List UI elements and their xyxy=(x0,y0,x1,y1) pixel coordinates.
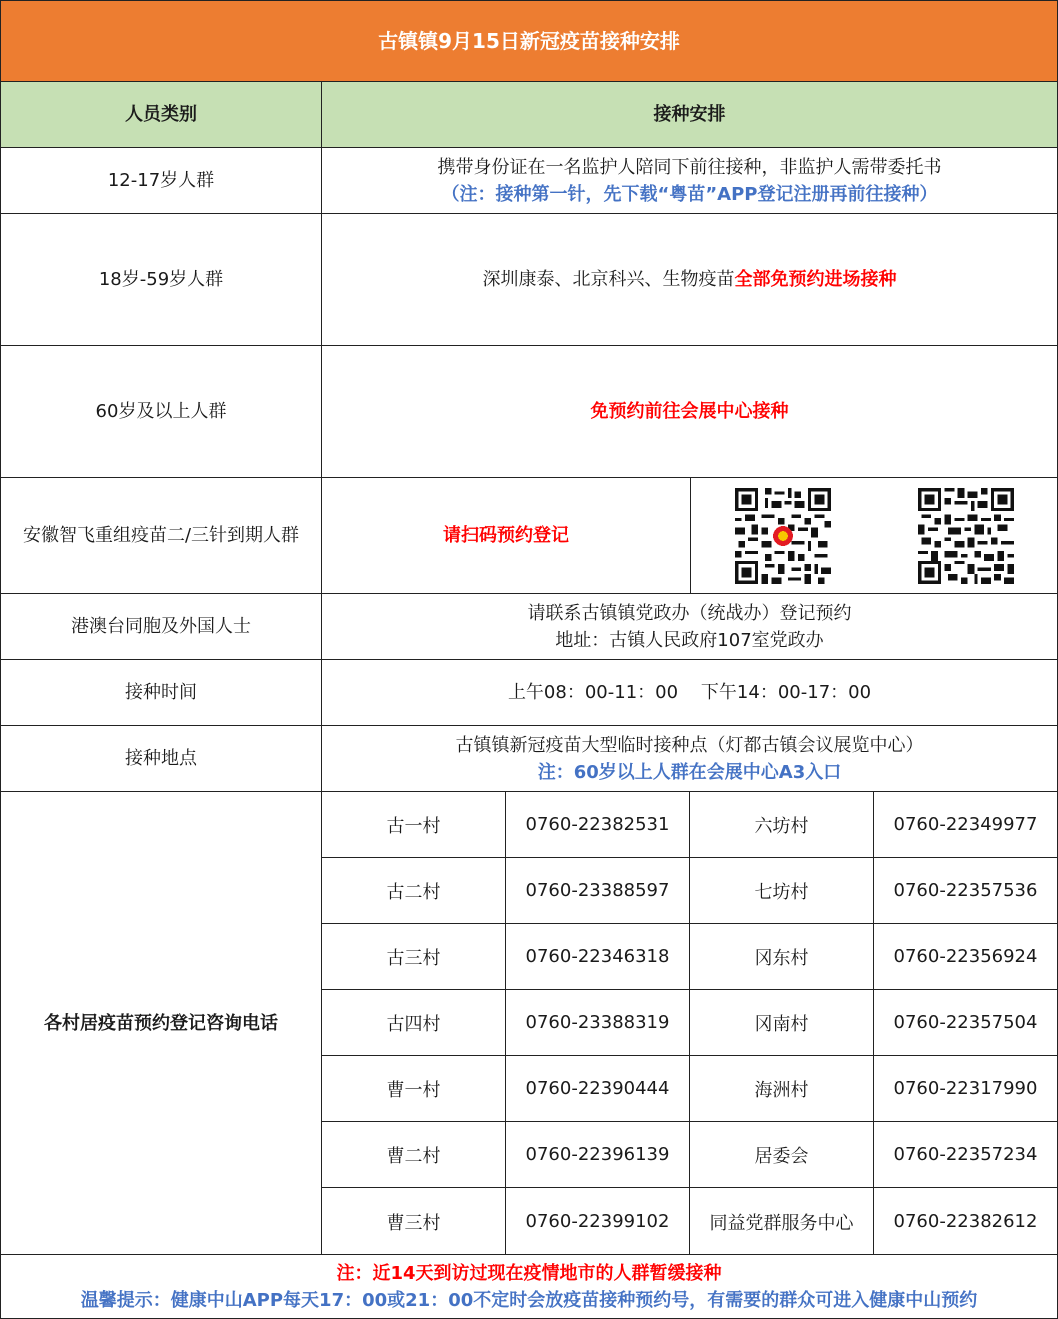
arrangement-cell xyxy=(322,726,1057,791)
header-category: 人员类别 xyxy=(1,82,322,147)
phone-number[interactable]: 0760-22357536 xyxy=(893,880,1038,901)
arrangement-cell xyxy=(322,478,691,593)
row-60-plus xyxy=(1,346,1057,478)
arrangement-note: （注：接种第一针，先下载“粤苗”APP登记注册再前往接种） xyxy=(441,183,938,205)
footer-tip: 温馨提示：健康中山APP每天17：00或21：00不定时会放疫苗接种预约号，有需要的群众可进入健康中山预约 xyxy=(80,1289,978,1311)
category-cell: 18岁-59岁人群 xyxy=(1,214,322,345)
table-row xyxy=(322,858,1057,924)
qr-code-icon[interactable] xyxy=(918,488,1014,584)
table-row xyxy=(322,1056,1057,1122)
village-name: 曹三村 xyxy=(322,1188,506,1255)
phone-number[interactable]: 0760-22382612 xyxy=(893,1211,1038,1232)
phone-number[interactable]: 0760-22349977 xyxy=(893,814,1038,835)
table-row xyxy=(322,1122,1057,1188)
arrangement-cell xyxy=(322,148,1057,213)
category-cell: 安徽智飞重组疫苗二/三针到期人群 xyxy=(1,478,322,593)
location-text: 古镇镇新冠疫苗大型临时接种点（灯都古镇会议展览中心） xyxy=(455,734,924,756)
header-arrangement: 接种安排 xyxy=(653,104,726,125)
phone-number[interactable]: 0760-22357504 xyxy=(893,1012,1038,1033)
row-time xyxy=(1,660,1057,726)
village-name: 古一村 xyxy=(322,792,506,857)
village-name: 古三村 xyxy=(322,924,506,989)
table-row xyxy=(322,792,1057,858)
village-name: 曹一村 xyxy=(322,1056,506,1121)
category-cell: 接种地点 xyxy=(1,726,322,791)
vaccine-brands: 深圳康泰、北京科兴、生物疫苗 xyxy=(482,269,735,290)
arrangement-text xyxy=(483,266,897,293)
qr-cell xyxy=(691,478,1057,593)
arrangement-cell xyxy=(322,660,1057,725)
address-text: 地址：古镇人民政府107室党政办 xyxy=(555,629,824,651)
category-cell: 港澳台同胞及外国人士 xyxy=(1,594,322,659)
highlight-text: 免预约前往会展中心接种 xyxy=(590,401,789,422)
table-row xyxy=(322,1188,1057,1255)
qr-code-icon[interactable] xyxy=(735,488,831,584)
row-12-17 xyxy=(1,148,1057,214)
village-name: 六坊村 xyxy=(690,792,874,857)
footer-notes xyxy=(1,1255,1057,1318)
row-hk-macau-taiwan xyxy=(1,594,1057,660)
phone-number[interactable]: 0760-23388319 xyxy=(506,990,690,1055)
village-name: 冈南村 xyxy=(690,990,874,1055)
phone-number[interactable]: 0760-22357234 xyxy=(893,1144,1038,1165)
category-cell: 60岁及以上人群 xyxy=(1,346,322,477)
table-row xyxy=(322,990,1057,1056)
village-name: 同益党群服务中心 xyxy=(690,1188,874,1255)
phone-number[interactable]: 0760-22346318 xyxy=(506,924,690,989)
arrangement-cell xyxy=(322,346,1057,477)
village-name: 冈东村 xyxy=(690,924,874,989)
arrangement-cell xyxy=(322,214,1057,345)
highlight-text: 请扫码预约登记 xyxy=(443,525,569,546)
phone-number[interactable]: 0760-22317990 xyxy=(893,1078,1038,1099)
page-title: 古镇镇9月15日新冠疫苗接种安排 xyxy=(378,28,680,53)
phone-number[interactable]: 0760-22356924 xyxy=(893,946,1038,967)
phone-number[interactable]: 0760-22396139 xyxy=(506,1122,690,1187)
phone-number[interactable]: 0760-23388597 xyxy=(506,858,690,923)
row-location xyxy=(1,726,1057,792)
village-name: 曹二村 xyxy=(322,1122,506,1187)
arrangement-text: 携带身份证在一名监护人陪同下前往接种，非监护人需带委托书 xyxy=(437,156,942,178)
village-name: 古四村 xyxy=(322,990,506,1055)
arrangement-cell xyxy=(322,594,1057,659)
table-row xyxy=(322,924,1057,990)
category-cell: 各村居疫苗预约登记咨询电话 xyxy=(1,792,322,1254)
phone-number[interactable]: 0760-22390444 xyxy=(506,1056,690,1121)
row-zhifei xyxy=(1,478,1057,594)
highlight-text: 全部免预约进场接种 xyxy=(734,269,897,290)
village-name: 古二村 xyxy=(322,858,506,923)
village-name: 七坊村 xyxy=(690,858,874,923)
row-18-59 xyxy=(1,214,1057,346)
category-cell: 接种时间 xyxy=(1,660,322,725)
header-row xyxy=(1,82,1057,148)
village-name: 居委会 xyxy=(690,1122,874,1187)
phone-number[interactable]: 0760-22399102 xyxy=(506,1188,690,1255)
arrangement-text: 请联系古镇镇党政办（统战办）登记预约 xyxy=(527,602,852,624)
time-text: 上午08：00-11：00 下午14：00-17：00 xyxy=(507,682,872,703)
phone-table xyxy=(322,792,1057,1255)
phone-number[interactable]: 0760-22382531 xyxy=(506,792,690,857)
village-name: 海洲村 xyxy=(690,1056,874,1121)
footer-warning: 注：近14天到访过现在疫情地市的人群暂缓接种 xyxy=(336,1262,722,1284)
location-note: 注：60岁以上人群在会展中心A3入口 xyxy=(537,761,842,783)
category-cell: 12-17岁人群 xyxy=(1,148,322,213)
title-row xyxy=(1,1,1057,82)
